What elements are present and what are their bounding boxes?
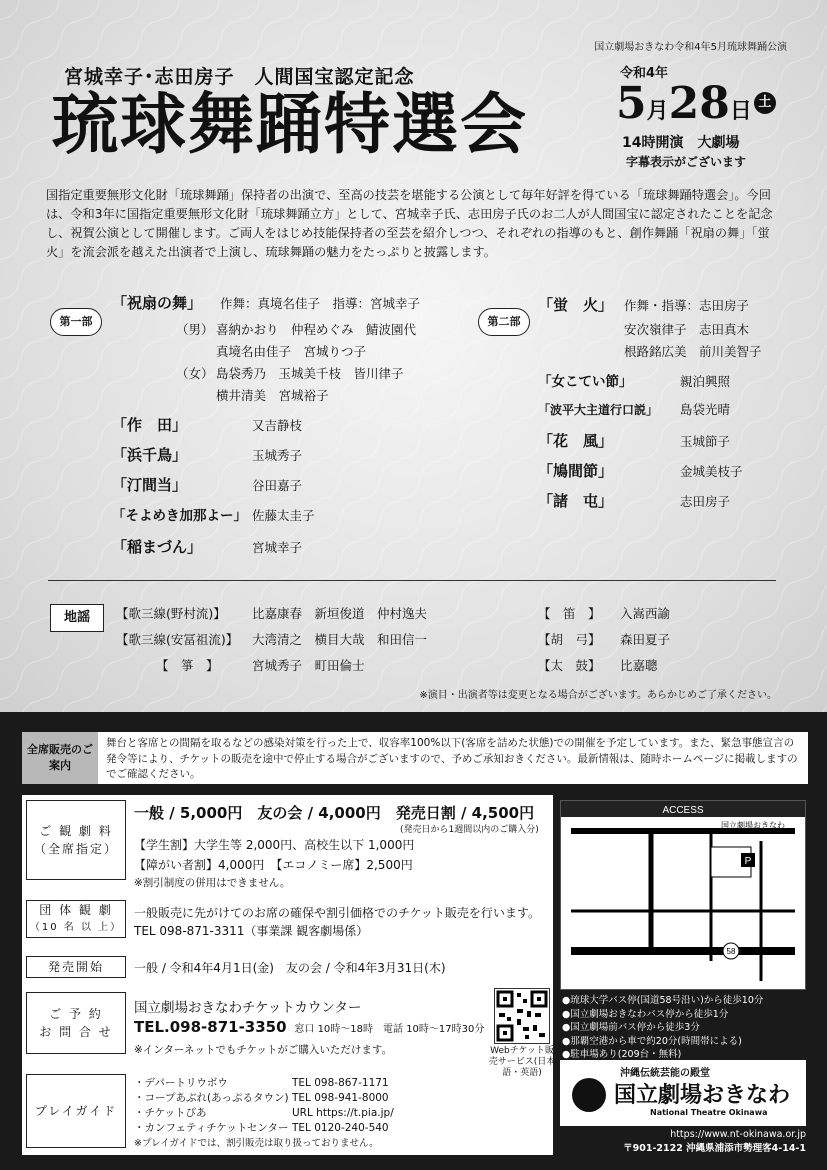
date-day: 28 [668, 78, 730, 129]
playguide-name: ・チケットぴあ [134, 1107, 207, 1119]
musician-names: 比嘉聰 [620, 658, 658, 673]
musician-names: 入嵩西諭 [620, 606, 671, 621]
jiutai-row-2 [116, 630, 670, 648]
cast-names: 真境名由佳子 宮城りつ子 [216, 344, 367, 359]
part1-piece-6 [112, 536, 302, 557]
era-label: 令和4年 [620, 66, 669, 81]
part1-piece-3 [112, 444, 302, 465]
cast-names: 安次嶺律子 志田真木 [624, 322, 750, 337]
part1-piece-2 [112, 414, 302, 435]
playguide-label: プレイガイド [26, 1074, 126, 1148]
piece-performer: 宮城幸子 [252, 540, 303, 555]
piece-title: 「祝扇の舞」 [112, 294, 203, 312]
piece-title: 「花 風」 [538, 432, 614, 450]
ticket-counter-tel-row [134, 1018, 484, 1036]
part1-male-row [176, 320, 416, 338]
part1-female-row-2 [216, 386, 329, 404]
ticket-counter-name: 国立劇場おきなわチケットカウンター [134, 1000, 362, 1016]
instrument-label: 【 箏 】 [156, 658, 219, 673]
access-map [560, 800, 806, 990]
header-note: 国立劇場おきなわ令和4年5月琉球舞踊公演 [594, 42, 787, 53]
playguide-list [134, 1076, 394, 1151]
role-label: （男） [176, 322, 214, 337]
musician-names: 大湾清之 横目大哉 和田信一 [252, 632, 428, 647]
jiutai-row-3 [116, 656, 658, 674]
web-ticket-label: Webチケット販売サービス(日本語・英語) [488, 1046, 556, 1078]
notice-label: 全席販売のご案内 [22, 732, 98, 784]
part2-badge: 第二部 [478, 308, 530, 336]
musician-names: 宮城秀子 町田倫士 [252, 658, 365, 673]
ticket-discount-line: 【障がい者割】4,000円 【エコノミー席】2,500円 [134, 858, 413, 872]
playguide-contact[interactable]: TEL 098-941-8000 [292, 1092, 389, 1104]
part2-piece-5 [538, 460, 743, 481]
access-info-list [562, 994, 763, 1062]
theater-address: 〒901-2122 沖縄県浦添市勢理客4-14-1 [623, 1143, 806, 1154]
event-date [616, 78, 776, 129]
cast-names: 根路銘広美 前川美智子 [624, 344, 762, 359]
notice-text: 舞台と客席との間隔を取るなどの感染対策を行った上で、収容率100%以下(客席を詰めた状態)での開催を予定しています。また、緊急事態宣言の発令等により、チケットの販売を途中で停止する場合がございますので、予めご承知おきください。最新情報は、随時ホームページに掲載しますのでご確認ください。 [98, 732, 808, 784]
part2-piece-1 [538, 294, 749, 315]
sale-dates: 一般 / 令和4年4月1日(金) 友の会 / 令和4年3月31日(木) [134, 961, 446, 975]
logo-tagline: 沖縄伝統芸能の殿堂 [620, 1068, 710, 1079]
intro-text: 国指定重要無形文化財「琉球舞踊」保持者の出演で、至高の技芸を堪能する公演として毎年好評を得ている「琉球舞踊特選会」。今回は、令和3年に国指定重要無形文化財「琉球舞踊立方」として、宮城幸子氏、志田房子氏のお二人が人間国宝に認定されたことを記念し、祝賀公演として開催します。ご両人をはじめ技能保持者の至芸を紹介しつつ、それぞれの指導のもと、創作舞踊「祝扇の舞」「蛍火」を流会派を越えた出演者で上演し、琉球舞踊の魅力をたっぷりと披露します。 [46, 188, 773, 259]
piece-performer: 金城美枝子 [680, 464, 743, 479]
piece-performer: 島袋光晴 [680, 402, 731, 417]
piece-performer: 玉城秀子 [252, 448, 303, 463]
part1-piece-4 [112, 474, 302, 495]
piece-title: 「蛍 火」 [538, 296, 614, 314]
ticket-counter-tel[interactable]: TEL.098-871-3350 [134, 1018, 287, 1036]
ticket-main-note: (発売日から1週間以内のご購入分) [400, 825, 539, 835]
instrument-label: 【歌三線(安冨祖流)】 [116, 632, 239, 647]
access-info-item: ●駐車場あり(209台・無料) [562, 1049, 682, 1060]
piece-credit: 作舞・指導：志田房子 [624, 298, 750, 313]
piece-title: 「波平大主道行口説」 [538, 403, 659, 417]
ticket-main-prices: 一般 / 5,000円 友の会 / 4,000円 発売日割 / 4,500円 [134, 804, 535, 822]
piece-performer: 親泊興照 [680, 374, 731, 389]
map-drawing [561, 801, 805, 989]
label-line: ご 予 約 [49, 1007, 103, 1021]
piece-title: 「作 田」 [112, 416, 188, 434]
change-note: ※演目・出演者等は変更となる場合がございます。あらかじめご了承ください。 [419, 690, 777, 701]
svg-text:P: P [744, 856, 752, 867]
ticket-student-line: 【学生割】大学生等 2,000円、高校生以下 1,000円 [134, 838, 415, 852]
map-theater-label: 国立劇場おきなわ [721, 821, 785, 830]
date-month-unit: 月 [646, 98, 669, 124]
label-line: （10 名 以 上） [29, 922, 123, 933]
showtime: 14時開演 大劇場 [622, 135, 740, 151]
part2-cast-row-1 [624, 320, 749, 338]
piece-title: 「浜千鳥」 [112, 446, 188, 464]
theater-logo [560, 1060, 806, 1126]
playguide-item [134, 1076, 394, 1091]
theater-contact [562, 1128, 806, 1156]
instrument-label: 【 笛 】 [538, 606, 601, 621]
date-month: 5 [616, 78, 647, 129]
access-info-item: ●琉球大学バス停(国道58号沿い)から徒歩10分 [562, 995, 764, 1006]
part1-female-row [176, 364, 404, 382]
playguide-contact[interactable]: TEL 098-867-1171 [292, 1077, 389, 1089]
part2-cast-row-2 [624, 342, 762, 360]
access-info-item: ●国立劇場おきなわバス停から徒歩1分 [562, 1008, 729, 1020]
group-line-2: TEL 098-871-3311（事業課 観客劇場係） [134, 924, 369, 938]
group-label [26, 900, 126, 938]
part1-male-row-2 [216, 342, 366, 360]
ticket-price-label [26, 800, 126, 880]
event-title: 琉球舞踊特選会 [52, 85, 528, 163]
reserve-label [26, 992, 126, 1054]
playguide-item [134, 1091, 394, 1106]
jiutai-badge: 地謡 [50, 604, 104, 632]
piece-title: 「女こてい節」 [538, 374, 633, 390]
piece-performer: 谷田嘉子 [252, 478, 303, 493]
piece-credit: 作舞：真境名佳子 指導：宮城幸子 [220, 296, 421, 311]
label-line: お 問 合 せ [39, 1025, 113, 1039]
piece-title: 「鳩間節」 [538, 462, 614, 480]
internet-note: ※インターネットでもチケットがご購入いただけます。 [134, 1044, 393, 1056]
part2-piece-4 [538, 430, 730, 451]
piece-performer: 又吉静枝 [252, 418, 303, 433]
access-info-item: ●国立劇場前バス停から徒歩3分 [562, 1022, 700, 1033]
playguide-item [134, 1121, 394, 1136]
label-line: 団 体 観 劇 [39, 903, 113, 917]
label-line: ご 観 劇 料 [39, 824, 113, 838]
instrument-label: 【歌三線(野村流)】 [116, 606, 226, 621]
part1-piece-5 [112, 504, 315, 524]
instrument-label: 【胡 弓】 [538, 632, 601, 647]
website-url[interactable]: https://www.nt-okinawa.or.jp [670, 1129, 806, 1140]
cast-names: 島袋秀乃 玉城美千枝 皆川律子 [216, 366, 404, 381]
role-label: （女） [176, 366, 214, 381]
playguide-contact[interactable]: URL https://t.pia.jp/ [292, 1107, 394, 1119]
sale-label: 発売開始 [26, 956, 126, 978]
piece-performer: 佐藤太圭子 [252, 508, 315, 523]
piece-title: 「稲まづん」 [112, 538, 203, 556]
piece-title: 「汀間当」 [112, 476, 188, 494]
musician-names: 森田夏子 [620, 632, 671, 647]
playguide-name: ・コープあぶれ(あっぷるタウン) [134, 1092, 289, 1104]
playguide-name: ・デパートリウボウ [134, 1077, 228, 1089]
piece-performer: 玉城節子 [680, 434, 731, 449]
cast-names: 喜納かおり 仲程めぐみ 鯖波園代 [216, 322, 417, 337]
instrument-label: 【太 鼓】 [538, 658, 601, 673]
playguide-contact[interactable]: TEL 0120-240-540 [292, 1122, 389, 1134]
section-divider [48, 580, 776, 581]
playguide-name: ・カンフェティチケットセンター [134, 1122, 289, 1134]
piece-title: 「そよめき加那よー」 [112, 508, 247, 524]
playguide-item [134, 1106, 394, 1121]
map-route-label: 58 [726, 947, 736, 956]
piece-performer: 志田房子 [680, 494, 731, 509]
logo-english: National Theatre Okinawa [650, 1108, 768, 1117]
part2-piece-3 [538, 400, 730, 418]
logo-name: 国立劇場おきなわ [614, 1082, 791, 1108]
jiutai-row-1 [116, 604, 670, 622]
part1-badge: 第一部 [50, 308, 102, 336]
part1-piece-1 [112, 292, 420, 313]
map-title: ACCESS [662, 805, 704, 816]
group-line-1: 一般販売に先がけてのお席の確保や割引価格でのチケット販売を行います。 [134, 906, 540, 920]
subtitle-display-note: 字幕表示がございます [626, 155, 747, 169]
playguide-note: ※プレイガイドでは、割引販売は取り扱っておりません。 [134, 1138, 379, 1149]
ticket-discount-note: ※割引制度の併用はできません。 [134, 877, 291, 889]
musician-names: 比嘉康春 新垣俊道 仲村逸夫 [252, 606, 428, 621]
date-day-unit: 日 [729, 98, 752, 124]
access-info-item: ●那覇空港から車で約20分(時間帯による) [562, 1035, 742, 1047]
ticket-counter-hours: 窓口 10時〜18時 電話 10時〜17時30分 [294, 1024, 485, 1035]
cast-names: 横井清美 宮城裕子 [216, 388, 329, 403]
piece-title: 「諸 屯」 [538, 492, 614, 510]
part2-piece-6 [538, 490, 730, 511]
logo-mark-icon [572, 1078, 606, 1112]
part2-piece-2 [538, 370, 730, 390]
event-subtitle: 宮城幸子･志田房子 人間国宝認定記念 [64, 66, 415, 88]
label-line: （全席指定） [33, 842, 118, 856]
qr-code-icon[interactable] [494, 988, 550, 1044]
weekday-badge: 土 [754, 92, 776, 114]
